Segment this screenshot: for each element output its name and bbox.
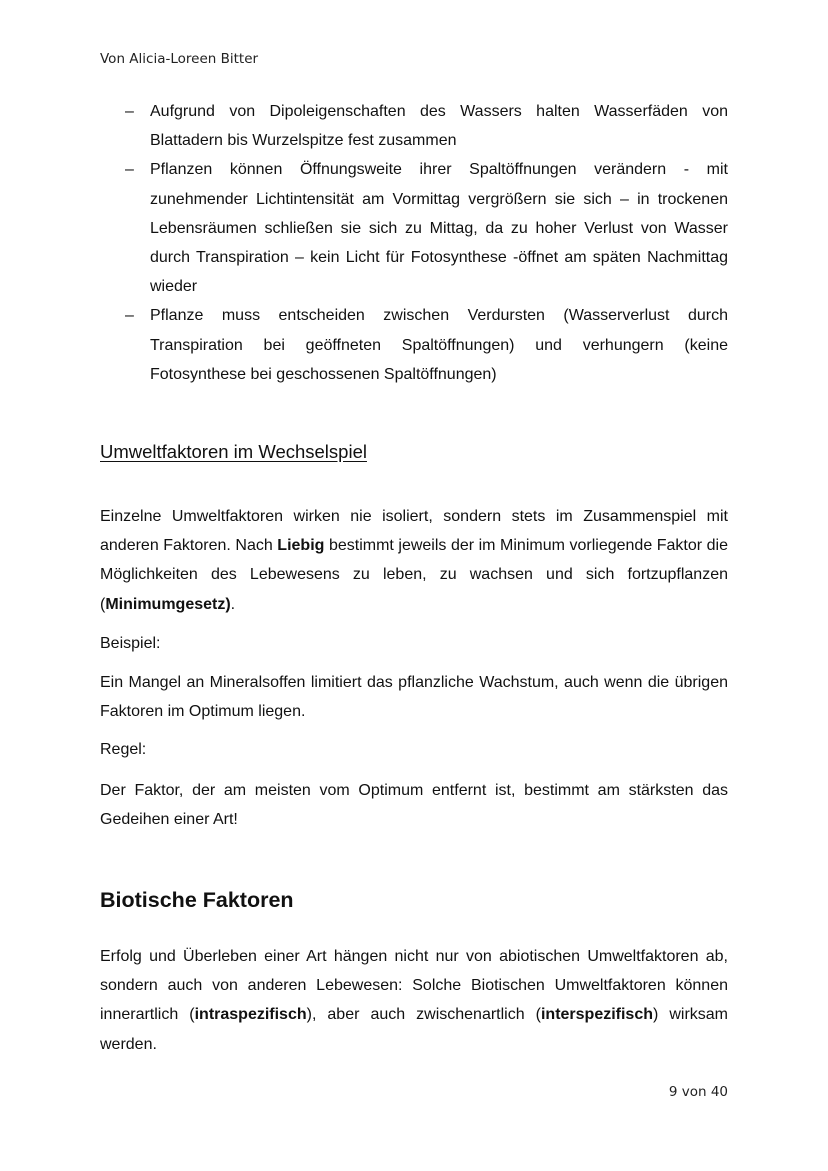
- paragraph-liebig: [100, 502, 728, 619]
- text-run: bestimmt jeweils der im Minimum vorliegende Faktor die Möglichkeiten des Lebewesens zu leben, zu wachsen und sich fortzupflanzen (: [100, 537, 728, 613]
- bold-term-intraspezifisch: intraspezifisch: [194, 1006, 307, 1024]
- page-header-author: Von Alicia-Loreen Bitter: [100, 51, 259, 67]
- bold-term-liebig: Liebig: [277, 537, 325, 555]
- text-run: ), aber auch zwischenartlich (: [306, 1006, 541, 1024]
- section-heading-biotische-faktoren: Biotische Faktoren: [100, 888, 294, 912]
- page-number: 9 von 40: [668, 1084, 728, 1100]
- text-run: ) wirksam werden.: [100, 1006, 728, 1053]
- text-run: Einzelne Umweltfaktoren wirken nie isoliert, sondern stets im Zusammenspiel mit anderen Faktoren. Nach: [100, 508, 728, 555]
- bold-term-minimumgesetz: Minimumgesetz): [105, 595, 231, 613]
- rule-label: Regel:: [100, 741, 147, 758]
- text-run: .: [230, 595, 236, 613]
- bullet-text: Pflanzen können Öffnungsweite ihrer Spaltöffnungen verändern - mit zunehmender Lichtintensität am Vormittag vergrößern sie sich – in trockenen Lebensräumen schließen sie sich zu Mittag, da zu hoher Verlust von Wasser durch Transpiration – kein Licht für Fotosynthese -öffnet am späten Nachmittag wieder: [150, 161, 728, 296]
- paragraph-biotisch: [100, 942, 728, 1059]
- text-run: Erfolg und Überleben einer Art hängen nicht nur von abiotischen Umweltfaktoren ab, sondern auch von anderen Lebewesen: Solche Biotischen Umweltfaktoren können innerartlich (: [100, 948, 728, 1024]
- bullet-item: [100, 155, 728, 301]
- bold-term-interspezifisch: interspezifisch: [540, 1006, 653, 1024]
- bullet-item: [100, 97, 728, 155]
- bullet-item: [100, 301, 728, 389]
- rule-text: Der Faktor, der am meisten vom Optimum entfernt ist, bestimmt am stärksten das Gedeihen einer Art!: [100, 782, 728, 829]
- bullet-marker: –: [125, 307, 134, 325]
- bullet-text: Aufgrund von Dipoleigenschaften des Wassers halten Wasserfäden von Blattadern bis Wurzelspitze fest zusammen: [150, 103, 728, 150]
- example-label: Beispiel:: [100, 635, 161, 652]
- bullet-marker: –: [125, 103, 134, 120]
- bullet-text: Pflanze muss entscheiden zwischen Verdursten (Wasserverlust durch Transpiration bei geöffneten Spaltöffnungen) und verhungern (keine Fotosynthese bei geschossenen Spaltöffnungen): [150, 307, 728, 383]
- example-text: Ein Mangel an Mineralsoffen limitiert das pflanzliche Wachstum, auch wenn die übrigen Faktoren im Optimum liegen.: [100, 674, 728, 721]
- bullet-marker: –: [125, 161, 134, 179]
- bullet-list: [100, 97, 728, 389]
- section-heading-umweltfaktoren: Umweltfaktoren im Wechselspiel: [100, 441, 367, 462]
